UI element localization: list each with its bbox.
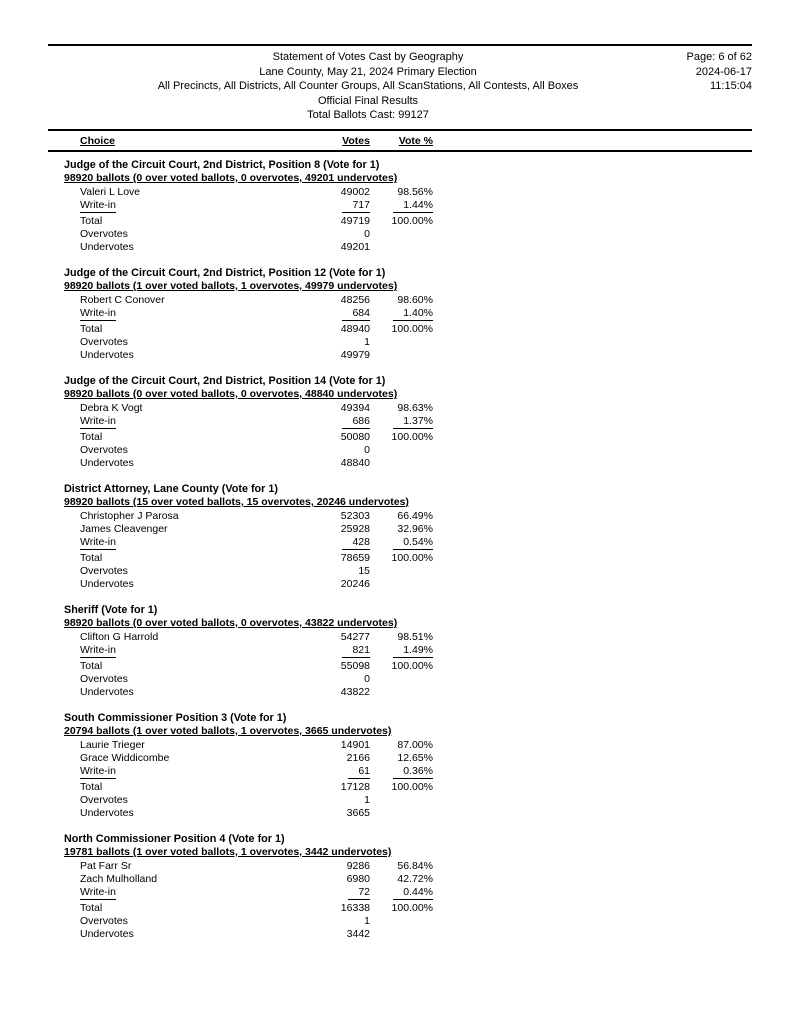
candidate-name-cell — [48, 536, 310, 550]
candidate-pct: 0.36% — [393, 765, 433, 779]
total-row — [48, 215, 752, 228]
candidate-name: Valeri L Love — [80, 185, 141, 198]
candidate-rows — [48, 631, 752, 658]
total-row — [48, 552, 752, 565]
contest-ballots-summary — [48, 172, 752, 186]
undervotes-row — [48, 686, 752, 699]
overvotes-value: 0 — [364, 443, 370, 456]
candidate-name-cell — [48, 886, 310, 900]
total-label: Total — [80, 214, 103, 227]
undervotes-row — [48, 457, 752, 470]
undervotes-value: 49979 — [340, 348, 370, 361]
overvotes-row — [48, 915, 752, 928]
total-votes: 16338 — [340, 901, 370, 914]
candidate-votes: 25928 — [340, 522, 370, 535]
total-pct: 100.00% — [391, 214, 433, 227]
candidate-name-cell — [48, 860, 310, 873]
candidate-votes: 14901 — [340, 738, 370, 751]
total-pct: 100.00% — [391, 551, 433, 564]
report-results-type: Official Final Results — [317, 94, 419, 107]
candidate-name-cell — [48, 307, 310, 321]
column-vote-pct: Vote % — [398, 134, 433, 147]
candidate-pct-cell — [378, 739, 433, 752]
total-row — [48, 660, 752, 673]
overvotes-pct-empty — [378, 673, 433, 686]
candidate-rows — [48, 186, 752, 213]
undervotes-value: 48840 — [340, 456, 370, 469]
undervotes-value: 49201 — [340, 240, 370, 253]
candidate-row — [48, 307, 752, 321]
contest-title: District Attorney, Lane County (Vote for 1) — [64, 482, 278, 495]
candidate-row — [48, 765, 752, 779]
candidate-pct-cell — [378, 631, 433, 644]
column-header-row — [48, 131, 752, 150]
candidate-name: Zach Mulholland — [80, 872, 158, 885]
candidate-votes: 428 — [342, 536, 370, 550]
candidate-pct: 87.00% — [397, 738, 433, 751]
candidate-pct-cell — [378, 873, 433, 886]
candidate-row — [48, 631, 752, 644]
undervotes-label: Undervotes — [80, 577, 134, 590]
candidate-pct-cell — [378, 186, 433, 199]
candidate-votes-cell — [310, 402, 370, 415]
candidate-pct: 42.72% — [397, 872, 433, 885]
overvotes-label: Overvotes — [80, 914, 128, 927]
undervotes-pct-empty — [378, 686, 433, 699]
candidate-votes: 821 — [342, 644, 370, 658]
candidate-pct: 98.63% — [397, 401, 433, 414]
overvotes-row — [48, 673, 752, 686]
candidate-rows — [48, 294, 752, 321]
total-votes: 17128 — [340, 780, 370, 793]
candidate-pct-cell — [378, 294, 433, 307]
overvotes-pct-empty — [378, 915, 433, 928]
report-header — [48, 46, 752, 129]
candidate-row — [48, 752, 752, 765]
candidate-row — [48, 739, 752, 752]
candidate-name: Robert C Conover — [80, 293, 165, 306]
total-label: Total — [80, 780, 103, 793]
overvotes-pct-empty — [378, 794, 433, 807]
overvotes-row — [48, 565, 752, 578]
undervotes-label: Undervotes — [80, 806, 134, 819]
total-votes: 49719 — [340, 214, 370, 227]
overvotes-row — [48, 228, 752, 241]
candidate-pct: 56.84% — [397, 859, 433, 872]
undervotes-pct-empty — [378, 457, 433, 470]
contest-title: South Commissioner Position 3 (Vote for 1) — [64, 711, 287, 724]
candidate-pct: 0.44% — [393, 886, 433, 900]
candidate-name-cell — [48, 765, 310, 779]
total-votes: 78659 — [340, 551, 370, 564]
candidate-name: Write-in — [80, 643, 116, 656]
contest-section — [48, 375, 752, 470]
total-pct: 100.00% — [391, 659, 433, 672]
overvotes-row — [48, 794, 752, 807]
undervotes-pct-empty — [378, 578, 433, 591]
candidate-name: James Cleavenger — [80, 522, 168, 535]
candidate-pct-cell — [378, 307, 433, 321]
contest-ballots-summary — [48, 617, 752, 631]
total-label: Total — [80, 901, 103, 914]
contest-title: North Commissioner Position 4 (Vote for 1) — [64, 832, 285, 845]
contest-ballots-text: 19781 ballots (1 over voted ballots, 1 overvotes, 3442 undervotes) — [64, 846, 392, 858]
candidate-votes-cell — [310, 294, 370, 307]
candidate-name: Write-in — [80, 885, 116, 898]
overvotes-label: Overvotes — [80, 672, 128, 685]
total-row — [48, 431, 752, 444]
candidate-votes: 52303 — [340, 509, 370, 522]
candidate-pct-cell — [378, 510, 433, 523]
overvotes-pct-empty — [378, 565, 433, 578]
page-number: Page: 6 of 62 — [686, 51, 752, 63]
contest-ballots-text: 98920 ballots (1 over voted ballots, 1 overvotes, 49979 undervotes) — [64, 280, 398, 292]
candidate-votes-cell — [310, 523, 370, 536]
total-label: Total — [80, 659, 103, 672]
undervotes-row — [48, 807, 752, 820]
overvotes-value: 1 — [364, 335, 370, 348]
contest-section — [48, 604, 752, 699]
contest-section — [48, 483, 752, 591]
candidate-row — [48, 402, 752, 415]
candidate-row — [48, 199, 752, 213]
candidate-row — [48, 294, 752, 307]
candidate-pct: 1.44% — [393, 199, 433, 213]
overvotes-pct-empty — [378, 444, 433, 457]
overvotes-label: Overvotes — [80, 443, 128, 456]
candidate-pct-cell — [378, 402, 433, 415]
candidate-votes: 54277 — [340, 630, 370, 643]
total-votes: 50080 — [340, 430, 370, 443]
candidate-pct-cell — [378, 644, 433, 658]
candidate-pct-cell — [378, 415, 433, 429]
overvotes-label: Overvotes — [80, 564, 128, 577]
candidate-pct: 1.40% — [393, 307, 433, 321]
contest-ballots-summary — [48, 725, 752, 739]
contest-ballots-summary — [48, 388, 752, 402]
candidate-name-cell — [48, 752, 310, 765]
candidate-pct: 1.49% — [393, 644, 433, 658]
candidate-pct-cell — [378, 536, 433, 550]
candidate-votes-cell — [310, 873, 370, 886]
overvotes-label: Overvotes — [80, 227, 128, 240]
total-pct: 100.00% — [391, 430, 433, 443]
total-label: Total — [80, 551, 103, 564]
report-time: 11:15:04 — [709, 80, 752, 92]
candidate-name: Clifton G Harrold — [80, 630, 159, 643]
undervotes-pct-empty — [378, 349, 433, 362]
candidate-name: Laurie Trieger — [80, 738, 145, 751]
contest-section — [48, 159, 752, 254]
overvotes-value: 0 — [364, 672, 370, 685]
candidate-votes-cell — [310, 631, 370, 644]
candidate-votes-cell — [310, 752, 370, 765]
undervotes-label: Undervotes — [80, 240, 134, 253]
candidate-votes: 684 — [342, 307, 370, 321]
undervotes-value: 3665 — [346, 806, 370, 819]
candidate-row — [48, 186, 752, 199]
report-total-ballots: Total Ballots Cast: 99127 — [307, 109, 429, 121]
candidate-votes: 49394 — [340, 401, 370, 414]
candidate-votes-cell — [310, 860, 370, 873]
column-vote-pct-cell — [378, 135, 433, 147]
candidate-rows — [48, 860, 752, 900]
total-votes: 55098 — [340, 659, 370, 672]
candidate-row — [48, 873, 752, 886]
candidate-votes-cell — [310, 186, 370, 199]
contests-container — [0, 152, 800, 941]
overvotes-value: 0 — [364, 227, 370, 240]
report-subtitle: Lane County, May 21, 2024 Primary Election — [259, 65, 477, 78]
contest-section — [48, 267, 752, 362]
candidate-name-cell — [48, 186, 310, 199]
candidate-pct: 0.54% — [393, 536, 433, 550]
candidate-name-cell — [48, 294, 310, 307]
candidate-votes-cell — [310, 644, 370, 658]
contest-title: Judge of the Circuit Court, 2nd District, Position 8 (Vote for 1) — [64, 158, 380, 171]
candidate-row — [48, 510, 752, 523]
undervotes-row — [48, 578, 752, 591]
undervotes-value: 3442 — [346, 927, 370, 940]
candidate-pct-cell — [378, 523, 433, 536]
candidate-votes: 48256 — [340, 293, 370, 306]
candidate-name: Write-in — [80, 764, 116, 777]
candidate-votes-cell — [310, 199, 370, 213]
candidate-row — [48, 536, 752, 550]
undervotes-row — [48, 928, 752, 941]
candidate-pct: 12.65% — [397, 751, 433, 764]
overvotes-row — [48, 336, 752, 349]
column-choice: Choice — [80, 134, 116, 147]
contest-section — [48, 833, 752, 941]
candidate-votes: 2166 — [346, 751, 370, 764]
candidate-votes-cell — [310, 307, 370, 321]
candidate-votes-cell — [310, 765, 370, 779]
contest-ballots-text: 98920 ballots (15 over voted ballots, 15 overvotes, 20246 undervotes) — [64, 496, 409, 508]
candidate-name-cell — [48, 644, 310, 658]
report-header-right — [687, 50, 752, 94]
candidate-pct: 32.96% — [397, 522, 433, 535]
candidate-row — [48, 415, 752, 429]
candidate-votes: 72 — [348, 886, 370, 900]
overvotes-label: Overvotes — [80, 335, 128, 348]
total-votes: 48940 — [340, 322, 370, 335]
column-votes: Votes — [342, 134, 370, 147]
undervotes-label: Undervotes — [80, 348, 134, 361]
candidate-votes-cell — [310, 510, 370, 523]
overvotes-label: Overvotes — [80, 793, 128, 806]
overvotes-pct-empty — [378, 228, 433, 241]
candidate-votes-cell — [310, 739, 370, 752]
candidate-votes-cell — [310, 415, 370, 429]
candidate-name: Christopher J Parosa — [80, 509, 179, 522]
candidate-name-cell — [48, 510, 310, 523]
column-choice-cell — [48, 135, 310, 147]
candidate-pct-cell — [378, 886, 433, 900]
undervotes-row — [48, 241, 752, 254]
total-pct: 100.00% — [391, 901, 433, 914]
candidate-rows — [48, 739, 752, 779]
candidate-votes-cell — [310, 536, 370, 550]
candidate-votes: 9286 — [346, 859, 370, 872]
total-label: Total — [80, 430, 103, 443]
contest-title: Judge of the Circuit Court, 2nd District, Position 14 (Vote for 1) — [64, 374, 386, 387]
undervotes-row — [48, 349, 752, 362]
overvotes-value: 1 — [364, 914, 370, 927]
contest-ballots-text: 98920 ballots (0 over voted ballots, 0 overvotes, 49201 undervotes) — [64, 172, 398, 184]
candidate-name: Write-in — [80, 414, 116, 427]
contest-ballots-summary — [48, 280, 752, 294]
candidate-name: Debra K Vogt — [80, 401, 143, 414]
report-date: 2024-06-17 — [695, 65, 752, 78]
column-votes-cell — [310, 135, 370, 147]
candidate-pct: 98.60% — [397, 293, 433, 306]
candidate-name-cell — [48, 631, 310, 644]
candidate-name: Grace Widdicombe — [80, 751, 170, 764]
candidate-pct: 98.51% — [397, 630, 433, 643]
candidate-name: Pat Farr Sr — [80, 859, 132, 872]
undervotes-label: Undervotes — [80, 456, 134, 469]
report-filters: All Precincts, All Districts, All Counter Groups, All ScanStations, All Contests, All Boxes — [157, 80, 579, 92]
candidate-row — [48, 886, 752, 900]
candidate-votes: 49002 — [340, 185, 370, 198]
contest-ballots-text: 98920 ballots (0 over voted ballots, 0 overvotes, 43822 undervotes) — [64, 617, 398, 629]
contest-ballots-summary — [48, 846, 752, 860]
candidate-votes-cell — [310, 886, 370, 900]
candidate-row — [48, 523, 752, 536]
contest-ballots-summary — [48, 496, 752, 510]
undervotes-value: 43822 — [340, 685, 370, 698]
candidate-pct: 98.56% — [397, 185, 433, 198]
contest-ballots-text: 98920 ballots (0 over voted ballots, 0 overvotes, 48840 undervotes) — [64, 388, 398, 400]
candidate-name: Write-in — [80, 198, 116, 211]
total-pct: 100.00% — [391, 780, 433, 793]
candidate-name-cell — [48, 402, 310, 415]
candidate-name: Write-in — [80, 306, 116, 319]
candidate-votes: 686 — [342, 415, 370, 429]
undervotes-pct-empty — [378, 807, 433, 820]
candidate-name-cell — [48, 739, 310, 752]
candidate-votes: 61 — [348, 765, 370, 779]
undervotes-pct-empty — [378, 241, 433, 254]
overvotes-row — [48, 444, 752, 457]
candidate-rows — [48, 510, 752, 550]
contest-section — [48, 712, 752, 820]
candidate-pct: 1.37% — [393, 415, 433, 429]
candidate-row — [48, 644, 752, 658]
undervotes-label: Undervotes — [80, 685, 134, 698]
overvotes-pct-empty — [378, 336, 433, 349]
report-header-center — [48, 50, 688, 123]
candidate-pct: 66.49% — [397, 509, 433, 522]
report-title: Statement of Votes Cast by Geography — [272, 51, 464, 63]
undervotes-value: 20246 — [340, 577, 370, 590]
candidate-pct-cell — [378, 752, 433, 765]
candidate-votes: 6980 — [346, 872, 370, 885]
contest-ballots-text: 20794 ballots (1 over voted ballots, 1 overvotes, 3665 undervotes) — [64, 725, 392, 737]
undervotes-pct-empty — [378, 928, 433, 941]
candidate-name-cell — [48, 873, 310, 886]
candidate-name: Write-in — [80, 535, 116, 548]
total-label: Total — [80, 322, 103, 335]
candidate-name-cell — [48, 523, 310, 536]
candidate-name-cell — [48, 199, 310, 213]
total-row — [48, 781, 752, 794]
candidate-rows — [48, 402, 752, 429]
candidate-pct-cell — [378, 860, 433, 873]
overvotes-value: 15 — [358, 564, 370, 577]
candidate-name-cell — [48, 415, 310, 429]
candidate-row — [48, 860, 752, 873]
overvotes-value: 1 — [364, 793, 370, 806]
contest-title: Judge of the Circuit Court, 2nd District, Position 12 (Vote for 1) — [64, 266, 386, 279]
candidate-pct-cell — [378, 199, 433, 213]
undervotes-label: Undervotes — [80, 927, 134, 940]
total-row — [48, 902, 752, 915]
candidate-pct-cell — [378, 765, 433, 779]
total-pct: 100.00% — [391, 322, 433, 335]
candidate-votes: 717 — [342, 199, 370, 213]
total-row — [48, 323, 752, 336]
contest-title: Sheriff (Vote for 1) — [64, 603, 158, 616]
